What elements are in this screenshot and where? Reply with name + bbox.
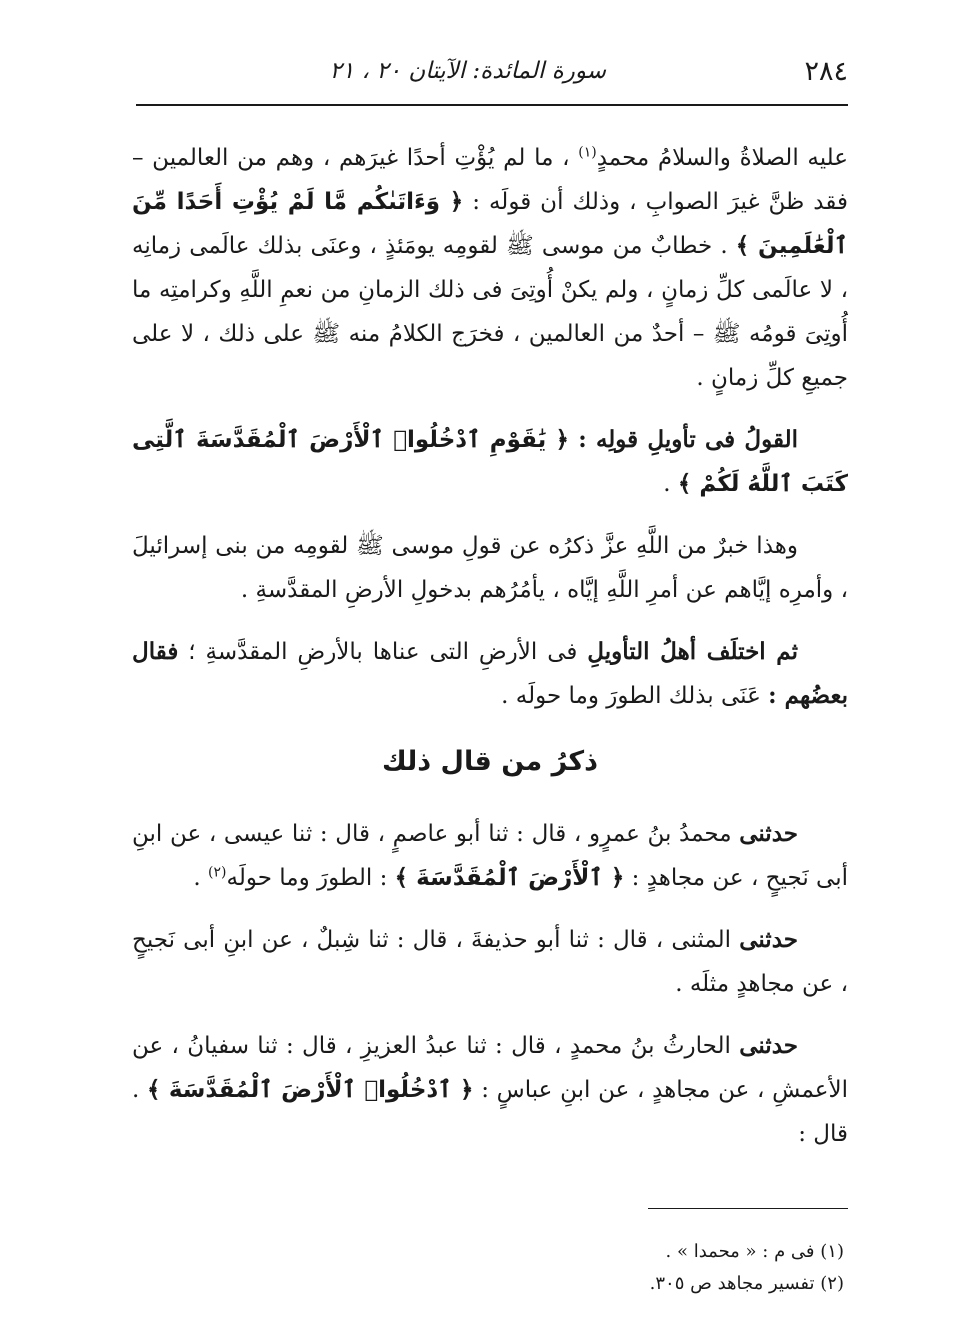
paragraph-4-end: عَنَى بذلك الطورَ وما حولَه . [501, 683, 769, 709]
quran-verse: ﴿ ٱلْأَرْضَ ٱلْمُقَدَّسَةَ ﴾ [394, 865, 625, 891]
paragraph-4 [132, 630, 848, 718]
footnotes [400, 1236, 844, 1300]
paragraph-3 [132, 524, 848, 612]
paragraph-1-text-c: . خطابٌ من موسى ﷺ لقومِه يومَئذٍ ، وعنَى بذلك عالَمى زمانِه ، لا عالَمى كلِّ زمانٍ ، ولم يكنْ أُوتِىَ فى ذلك الزمانِ من نعمِ اللَّهِ وكرامتِه ما أُوتِىَ قومُه ﷺ – أحدٌ من العالمين ، فخرَج الكلامُ منه ﷺ على ذلك ، لا على جميعِ كلِّ زمانٍ . [132, 233, 848, 391]
paragraph-2-end: . [663, 471, 678, 497]
quran-verse: ﴿ يَٰقَوْمِ ٱدْخُلُوا۟ ٱلْأَرْضَ ٱلْمُقَدَّسَةَ ٱلَّتِى كَتَبَ ٱللَّهُ لَكُمْ ﴾ [132, 427, 848, 497]
paragraph-3-text: وهذا خبرٌ من اللَّهِ عزَّ ذكرُه عن قولِ موسى ﷺ لقومِه من بنى إسرائيلَ ، وأمرِه إيَّاهم عن أمرِ اللَّهِ إيَّاه ، يأمُرُهم بدخولِ الأرضِ المقدَّسةِ . [132, 533, 848, 603]
paragraph-7-end: . قال : [132, 1077, 848, 1147]
footnote-rule [648, 1208, 848, 1209]
tawil-heading-lead: القولُ فى تأويلِ قولِه : [568, 426, 799, 453]
paragraph-6 [132, 918, 848, 1006]
paragraph-5-end: . [193, 865, 209, 891]
paragraph-4-mid: فى الأرضِ التى عناها بالأرضِ المقدَّسةِ ؛ [178, 639, 588, 665]
paragraph-5-text-a: محمدُ بنُ عمرٍو ، قال : ثنا أبو عاصمٍ ، قال : ثنا عيسى ، عن ابنِ أبى نَجيحٍ ، عن مجاهدٍ : [132, 821, 848, 891]
hadathani-lead: حدثنى [739, 926, 798, 953]
paragraph-5-text-b: : الطورَ وما حولَه [226, 865, 395, 891]
quran-verse: ﴿ ٱدْخُلُوا۟ ٱلْأَرْضَ ٱلْمُقَدَّسَةَ ﴾ [147, 1077, 474, 1103]
section-heading: ذكرُ من قال ذلك [382, 746, 598, 777]
paragraph-5 [132, 812, 848, 900]
paragraph-6-text: المثنى ، قال : ثنا أبو حذيفةَ ، قال : ثنا شِبلٌ ، عن ابنِ أبى نَجيحٍ ، عن مجاهدٍ مثلَه . [132, 927, 848, 997]
footnote-ref-1: (١) [578, 144, 597, 161]
hadathani-lead: حدثنى [739, 1032, 798, 1059]
page-number: ٢٨٤ [804, 56, 848, 87]
footnote-ref-2: (٢) [208, 864, 227, 881]
footnote-1: (١) فى م : « محمدا » . [665, 1241, 844, 1262]
paragraph-4-lead2: فقال بعضُهم : [132, 638, 848, 709]
page-header [136, 52, 848, 96]
quran-verse: ﴿ وَءَاتَىٰكُم مَّا لَمْ يُؤْتِ أَحَدًا مِّنَ ٱلْعَٰلَمِينَ ﴾ [132, 189, 848, 259]
paragraph-4-lead: ثم اختلَف أهلُ التأويلِ [587, 638, 798, 665]
footnote-2: (٢) تفسير مجاهد ص ٣٠٥. [649, 1273, 844, 1294]
paragraph-1-text-a: عليه الصلاةُ والسلامُ محمدٍ [596, 145, 849, 171]
paragraph-7-text-a: الحارثُ بنُ محمدٍ ، قال : ثنا عبدُ العزيزِ ، قال : ثنا سفيانُ ، عن الأعمشِ ، عن مجاهدٍ ، عن ابنِ عباسٍ : [132, 1033, 849, 1103]
header-rule [136, 104, 848, 106]
hadathani-lead: حدثنى [739, 820, 798, 847]
paragraph-1 [132, 136, 848, 400]
paragraph-1-text-b: ، ما لم يُؤْتِ أحدًا غيرَهم ، وهم من العالمين – فقد ظنَّ غيرَ الصوابِ ، وذلك أن قولَه : [132, 145, 848, 215]
paragraph-2 [132, 418, 848, 506]
body-text [132, 136, 848, 1174]
running-title: سورة المائدة: الآيتان ٢٠ ، ٢١ [329, 58, 606, 84]
paragraph-7 [132, 1024, 848, 1156]
